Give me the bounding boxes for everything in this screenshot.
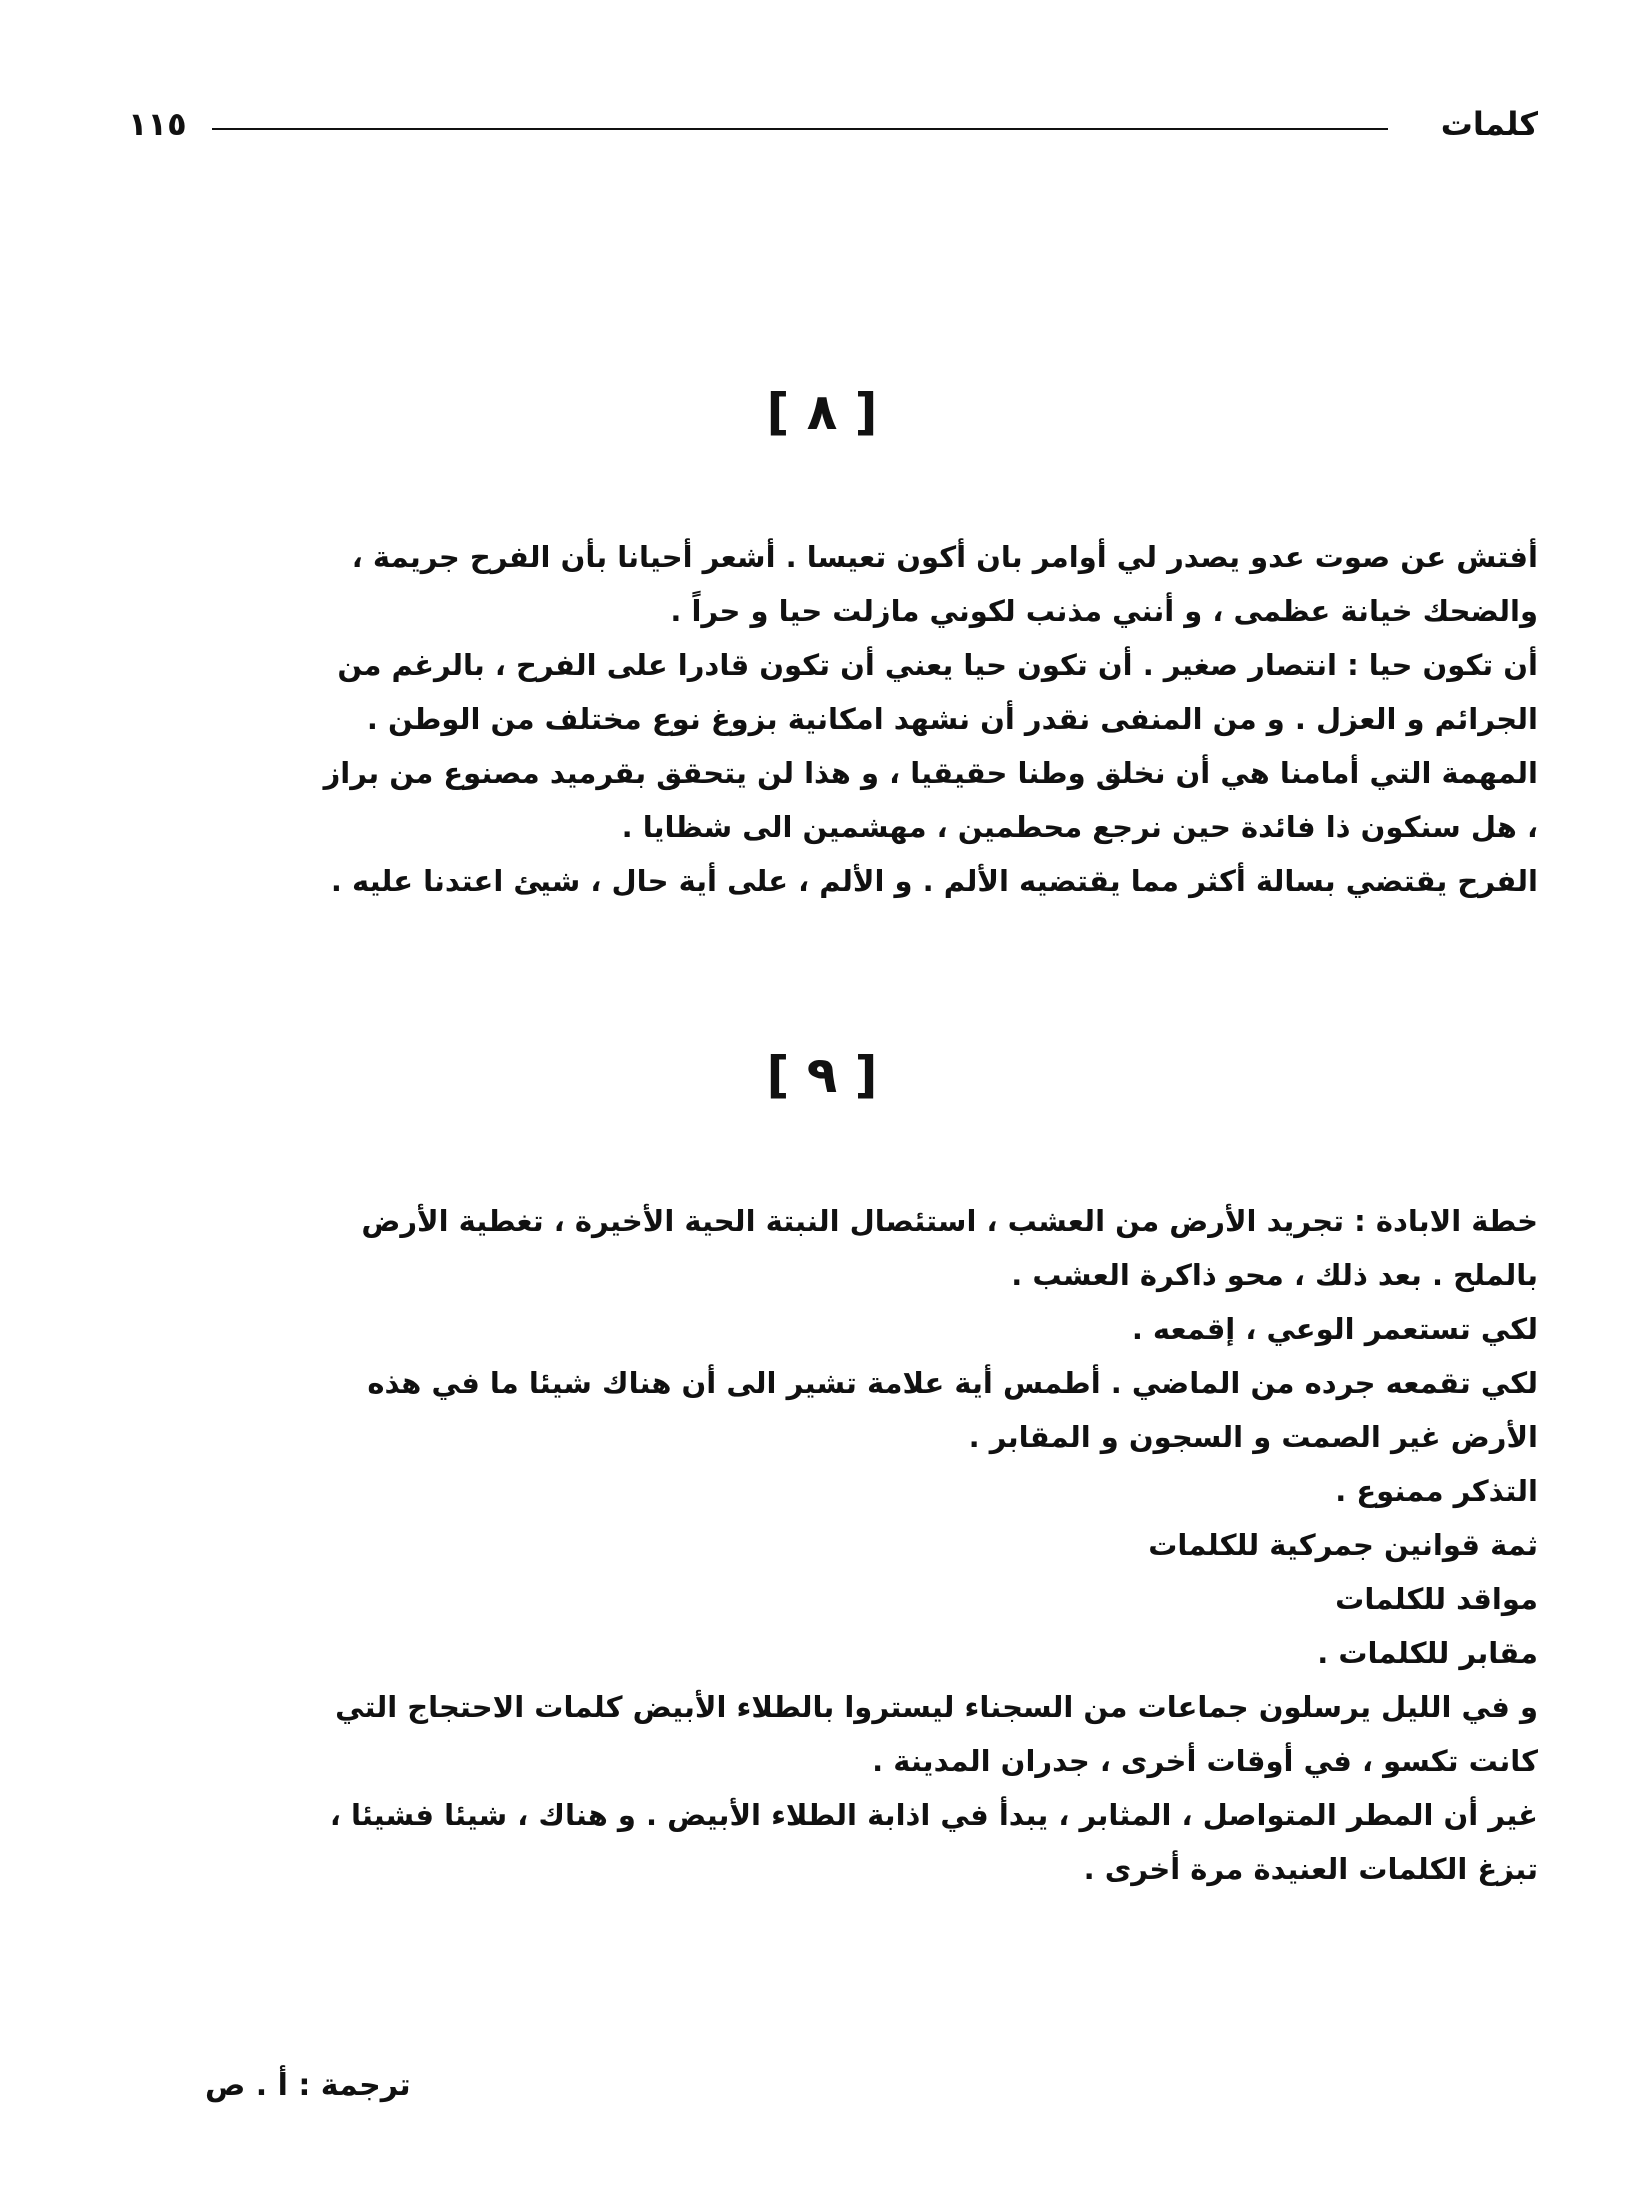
paragraph-line: أن تكون حيا : انتصار صغير . أن تكون حيا يعني أن تكون قادرا على الفرح ، بالرغم من xyxy=(337,648,1538,682)
section-9-text xyxy=(110,1194,1538,1896)
header-title: كلمات xyxy=(1440,105,1538,143)
header-rule xyxy=(212,128,1388,130)
paragraph-line: بالملح . بعد ذلك ، محو ذاكرة العشب . xyxy=(1011,1258,1538,1292)
section-number-9: [ ٩ ] xyxy=(766,1046,878,1104)
running-header xyxy=(128,100,1538,148)
paragraph-line: تبزغ الكلمات العنيدة مرة أخرى . xyxy=(1083,1852,1538,1886)
paragraph-line: والضحك خيانة عظمى ، و أنني مذنب لكوني مازلت حيا و حراً . xyxy=(670,594,1538,628)
paragraph-line: مقابر للكلمات . xyxy=(1317,1636,1538,1670)
paragraph-line: الفرح يقتضي بسالة أكثر مما يقتضيه الألم . و الألم ، على أية حال ، شيئ اعتدنا عليه . xyxy=(330,864,1538,898)
section-8-text xyxy=(110,530,1538,908)
paragraph-line: أفتش عن صوت عدو يصدر لي أوامر بان أكون تعيسا . أشعر أحيانا بأن الفرح جريمة ، xyxy=(351,540,1538,574)
section-number-8: [ ٨ ] xyxy=(766,383,878,441)
paragraph-line: الأرض غير الصمت و السجون و المقابر . xyxy=(968,1420,1538,1454)
translator-credit: ترجمة : أ . ص xyxy=(205,2068,411,2103)
page-number: ١١٥ xyxy=(128,105,187,143)
paragraph-line: مواقد للكلمات xyxy=(1335,1582,1538,1616)
paragraph-line: لكي تقمعه جرده من الماضي . أطمس أية علامة تشير الى أن هناك شيئا ما في هذه xyxy=(367,1366,1538,1400)
paragraph-line: كانت تكسو ، في أوقات أخرى ، جدران المدينة . xyxy=(872,1744,1538,1778)
paragraph-line: الجرائم و العزل . و من المنفى نقدر أن نشهد امكانية بزوغ نوع مختلف من الوطن . xyxy=(366,702,1538,736)
paragraph-line: و في الليل يرسلون جماعات من السجناء ليستروا بالطلاء الأبيض كلمات الاحتجاج التي xyxy=(335,1690,1538,1724)
paragraph-line: خطة الابادة : تجريد الأرض من العشب ، استئصال النبتة الحية الأخيرة ، تغطية الأرض xyxy=(361,1204,1538,1238)
paragraph-line: ثمة قوانين جمركية للكلمات xyxy=(1148,1528,1538,1562)
paragraph-line: التذكر ممنوع . xyxy=(1335,1474,1538,1508)
paragraph-line: ، هل سنكون ذا فائدة حين نرجع محطمين ، مهشمين الى شظايا . xyxy=(621,810,1538,844)
paragraph-line: غير أن المطر المتواصل ، المثابر ، يبدأ في اذابة الطلاء الأبيض . و هناك ، شيئا فشيئا ، xyxy=(329,1798,1538,1832)
paragraph-line: لكي تستعمر الوعي ، إقمعه . xyxy=(1131,1312,1538,1346)
paragraph-line: المهمة التي أمامنا هي أن نخلق وطنا حقيقيا ، و هذا لن يتحقق بقرميد مصنوع من براز xyxy=(323,756,1538,790)
